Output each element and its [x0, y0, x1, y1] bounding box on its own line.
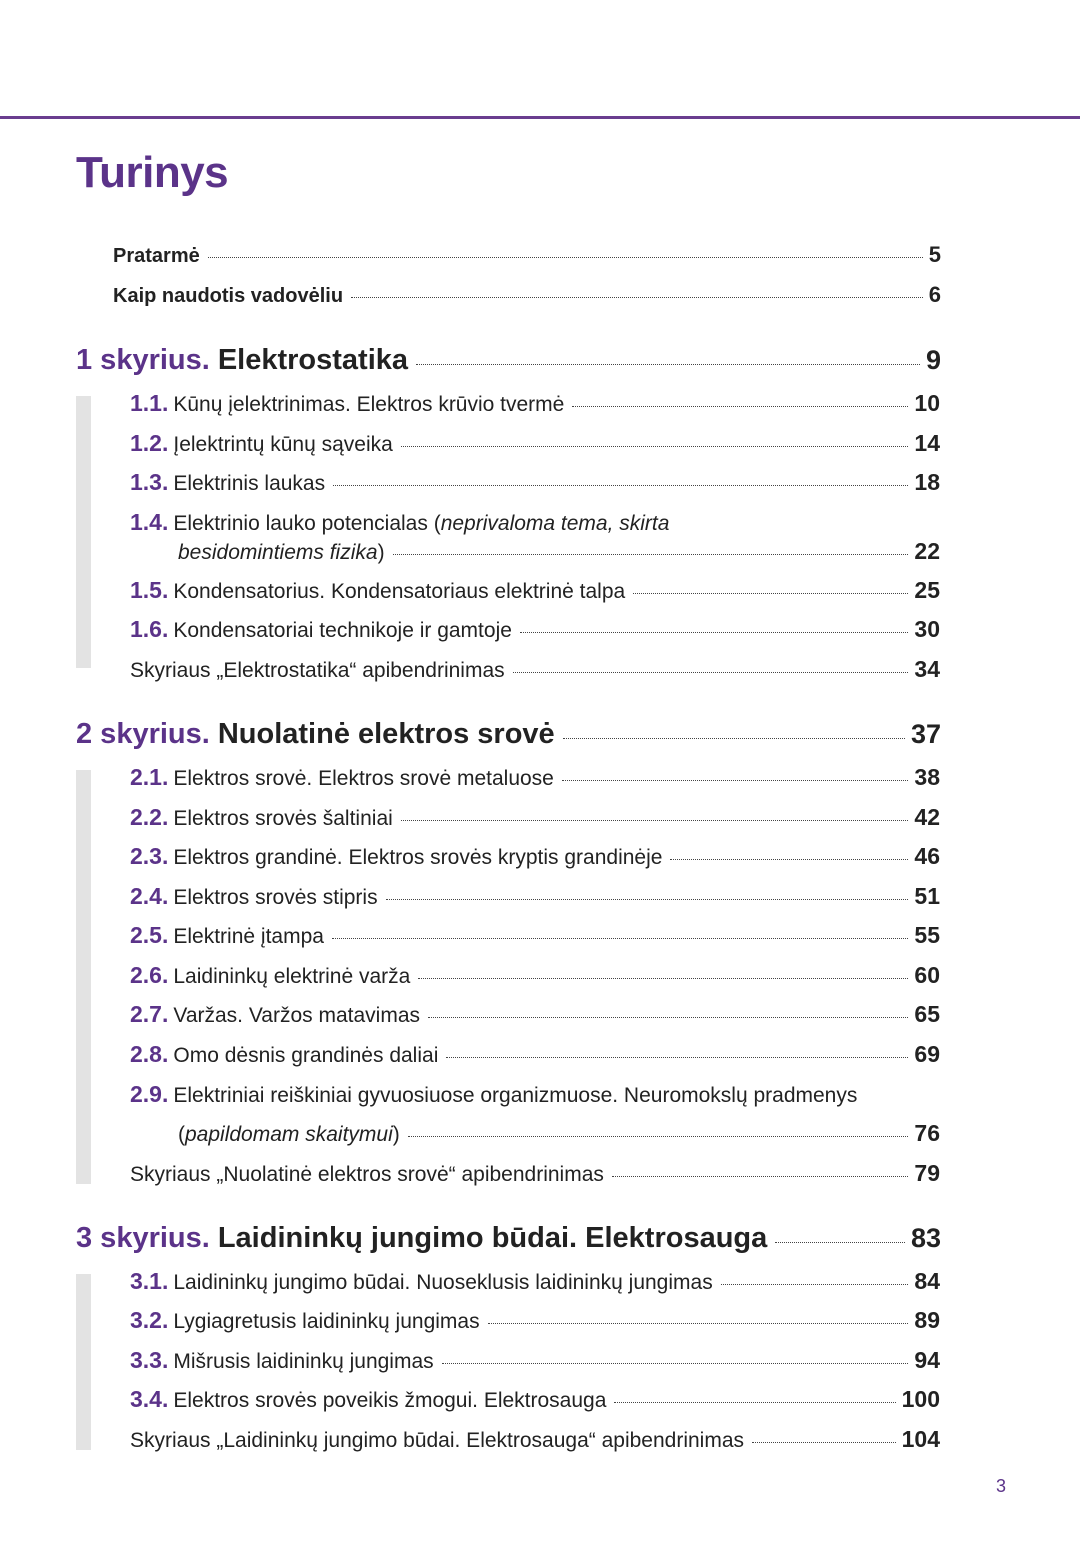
chapter-1-sidebar-bar: [76, 396, 91, 668]
section-title: Laidininkų elektrinė varža: [173, 965, 411, 988]
dot-leader: [401, 820, 909, 821]
section-title: Mišrusis laidininkų jungimas: [173, 1350, 434, 1373]
dot-leader: [386, 899, 909, 900]
toc-entry-1-1[interactable]: [130, 390, 940, 417]
section-title: Kūnų įelektrinimas. Elektros krūvio tvermė: [173, 393, 565, 416]
toc-page-number: 5: [928, 242, 941, 267]
section-title: Elektrinis laukas: [173, 472, 326, 495]
toc-page-number: 6: [928, 282, 941, 307]
section-title: Elektrinė įtampa: [173, 925, 324, 948]
page-title: Turinys: [76, 148, 229, 197]
toc-entry-1-4-line1[interactable]: [130, 509, 669, 536]
section-number: 2.3.: [130, 843, 169, 869]
toc-entry-1-6[interactable]: [130, 616, 940, 643]
toc-page-number: 37: [910, 719, 941, 749]
toc-entry-2-1[interactable]: [130, 764, 940, 791]
chapter-title: Laidininkų jungimo būdai. Elektrosauga: [217, 1222, 768, 1254]
toc-entry-2-9-line1[interactable]: [130, 1081, 857, 1108]
dot-leader: [775, 1242, 905, 1243]
toc-entry-2-5[interactable]: [130, 922, 940, 949]
toc-page-number: 14: [914, 430, 940, 456]
dot-leader: [513, 672, 909, 673]
section-title: Įelektrintų kūnų sąveika: [173, 433, 393, 456]
dot-leader: [721, 1284, 909, 1285]
dot-leader: [332, 938, 908, 939]
toc-page-number: 84: [914, 1268, 940, 1294]
chapter-3-sidebar-bar: [76, 1274, 91, 1450]
toc-entry-3-3[interactable]: [130, 1347, 940, 1374]
chapter-2-sidebar-bar: [76, 770, 91, 1184]
dot-leader: [408, 1136, 909, 1137]
section-title: Omo dėsnis grandinės daliai: [173, 1044, 439, 1067]
toc-entry-chapter-1-summary[interactable]: [130, 656, 940, 683]
section-number: 3.2.: [130, 1307, 169, 1333]
section-title: Kondensatorius. Kondensatoriaus elektrinė talpa: [173, 580, 626, 603]
section-number: 3.4.: [130, 1386, 169, 1412]
summary-title: Skyriaus „Laidininkų jungimo būdai. Elektrosauga“ apibendrinimas: [130, 1429, 745, 1452]
dot-leader: [670, 859, 908, 860]
section-title-italic: papildomam skaitymui: [185, 1123, 393, 1146]
chapter-title: Nuolatinė elektros srovė: [217, 718, 555, 750]
section-title: Kondensatoriai technikoje ir gamtoje: [173, 619, 512, 642]
section-title-end: ): [392, 1123, 400, 1146]
section-title: Lygiagretusis laidininkų jungimas: [173, 1310, 480, 1333]
dot-leader: [572, 406, 908, 407]
section-title: Varžas. Varžos matavimas: [173, 1004, 421, 1027]
section-title-italic: besidomintiems fizika: [178, 541, 378, 564]
chapter-3-heading[interactable]: [76, 1222, 941, 1255]
section-number: 2.6.: [130, 962, 169, 988]
section-number: 3.3.: [130, 1347, 169, 1373]
toc-page-number: 25: [914, 577, 940, 603]
dot-leader: [446, 1057, 908, 1058]
toc-entry-1-3[interactable]: [130, 469, 940, 496]
toc-entry-2-4[interactable]: [130, 883, 940, 910]
section-number: 2.4.: [130, 883, 169, 909]
dot-leader: [488, 1323, 909, 1324]
toc-entry-label: Kaip naudotis vadovėliu: [113, 285, 344, 307]
toc-entry-1-4-line2[interactable]: [178, 538, 940, 565]
section-title-end: ): [377, 541, 385, 564]
section-title: Elektros srovė. Elektros srovė metaluose: [173, 767, 554, 790]
toc-page-number: 89: [914, 1307, 940, 1333]
toc-entry-preface[interactable]: [113, 242, 941, 268]
toc-page-number: 51: [914, 883, 940, 909]
summary-title: Skyriaus „Nuolatinė elektros srovė“ apibendrinimas: [130, 1163, 604, 1186]
toc-page-number: 83: [910, 1223, 941, 1253]
toc-page-number: 104: [901, 1426, 940, 1452]
toc-page-number: 9: [925, 345, 941, 375]
chapter-2-heading[interactable]: [76, 718, 941, 751]
toc-entry-2-6[interactable]: [130, 962, 940, 989]
toc-entry-chapter-3-summary[interactable]: [130, 1426, 940, 1453]
toc-page-number: 42: [914, 804, 940, 830]
section-number: 1.3.: [130, 469, 169, 495]
section-title: Elektros srovės poveikis žmogui. Elektrosauga: [173, 1389, 607, 1412]
page-number: 3: [996, 1476, 1007, 1496]
dot-leader: [393, 554, 909, 555]
dot-leader: [612, 1176, 909, 1177]
section-number: 1.6.: [130, 616, 169, 642]
section-title-italic: neprivaloma tema, skirta: [440, 512, 670, 535]
dot-leader: [633, 593, 908, 594]
section-number: 2.8.: [130, 1041, 169, 1067]
toc-page-number: 69: [914, 1041, 940, 1067]
section-title: Elektros srovės stipris: [173, 886, 378, 909]
toc-entry-3-4[interactable]: [130, 1386, 940, 1413]
section-number: 1.2.: [130, 430, 169, 456]
dot-leader: [401, 446, 909, 447]
toc-page-number: 100: [901, 1386, 940, 1412]
chapter-number: 2 skyrius.: [76, 718, 210, 750]
section-title: Elektros grandinė. Elektros srovės kryptis grandinėje: [173, 846, 663, 869]
toc-page-number: 18: [914, 469, 940, 495]
section-number: 3.1.: [130, 1268, 169, 1294]
toc-entry-label: Pratarmė: [113, 245, 200, 267]
section-number: 1.5.: [130, 577, 169, 603]
chapter-1-heading[interactable]: [76, 344, 941, 377]
section-number: 1.1.: [130, 390, 169, 416]
toc-page-number: 65: [914, 1001, 940, 1027]
section-title: Elektriniai reiškiniai gyvuosiuose organizmuose. Neuromokslų pradmenys: [173, 1084, 858, 1107]
section-title: Elektrinio lauko potencialas (: [173, 512, 441, 535]
toc-entry-chapter-2-summary[interactable]: [130, 1160, 940, 1187]
toc-entry-2-3[interactable]: [130, 843, 940, 870]
toc-page-number: 46: [914, 843, 940, 869]
toc-entry-1-2[interactable]: [130, 430, 940, 457]
section-title-start: (: [178, 1123, 185, 1146]
toc-page-number: 94: [914, 1347, 940, 1373]
dot-leader: [442, 1363, 909, 1364]
dot-leader: [428, 1017, 908, 1018]
toc-page-number: 76: [914, 1120, 940, 1146]
header-rule: [0, 116, 1080, 119]
toc-entry-1-5[interactable]: [130, 577, 940, 604]
toc-entry-3-2[interactable]: [130, 1307, 940, 1334]
toc-page-number: 55: [914, 922, 940, 948]
toc-page-number: 60: [914, 962, 940, 988]
toc-page-number: 22: [914, 538, 940, 564]
toc-entry-2-7[interactable]: [130, 1001, 940, 1028]
section-number: 2.5.: [130, 922, 169, 948]
dot-leader: [563, 738, 905, 739]
section-title: Laidininkų jungimo būdai. Nuoseklusis laidininkų jungimas: [173, 1271, 713, 1294]
section-number: 2.2.: [130, 804, 169, 830]
section-title: Elektros srovės šaltiniai: [173, 807, 393, 830]
dot-leader: [351, 297, 923, 298]
chapter-title: Elektrostatika: [217, 344, 409, 376]
dot-leader: [416, 364, 920, 365]
section-number: 2.7.: [130, 1001, 169, 1027]
chapter-number: 3 skyrius.: [76, 1222, 210, 1254]
dot-leader: [752, 1442, 896, 1443]
dot-leader: [614, 1402, 895, 1403]
toc-page-number: 34: [914, 656, 940, 682]
toc-entry-2-2[interactable]: [130, 804, 940, 831]
toc-page-number: 38: [914, 764, 940, 790]
toc-page-number: 79: [914, 1160, 940, 1186]
section-number: 2.9.: [130, 1081, 169, 1107]
toc-page-number: 10: [914, 390, 940, 416]
toc-entry-how-to-use[interactable]: [113, 282, 941, 308]
dot-leader: [562, 780, 909, 781]
chapter-number: 1 skyrius.: [76, 344, 210, 376]
summary-title: Skyriaus „Elektrostatika“ apibendrinimas: [130, 659, 505, 682]
toc-entry-2-8[interactable]: [130, 1041, 940, 1068]
section-number: 2.1.: [130, 764, 169, 790]
toc-page-number: 30: [914, 616, 940, 642]
dot-leader: [208, 257, 923, 258]
toc-entry-2-9-line2[interactable]: [178, 1120, 940, 1147]
dot-leader: [333, 485, 908, 486]
toc-entry-3-1[interactable]: [130, 1268, 940, 1295]
section-number: 1.4.: [130, 509, 169, 535]
dot-leader: [520, 632, 908, 633]
dot-leader: [418, 978, 908, 979]
